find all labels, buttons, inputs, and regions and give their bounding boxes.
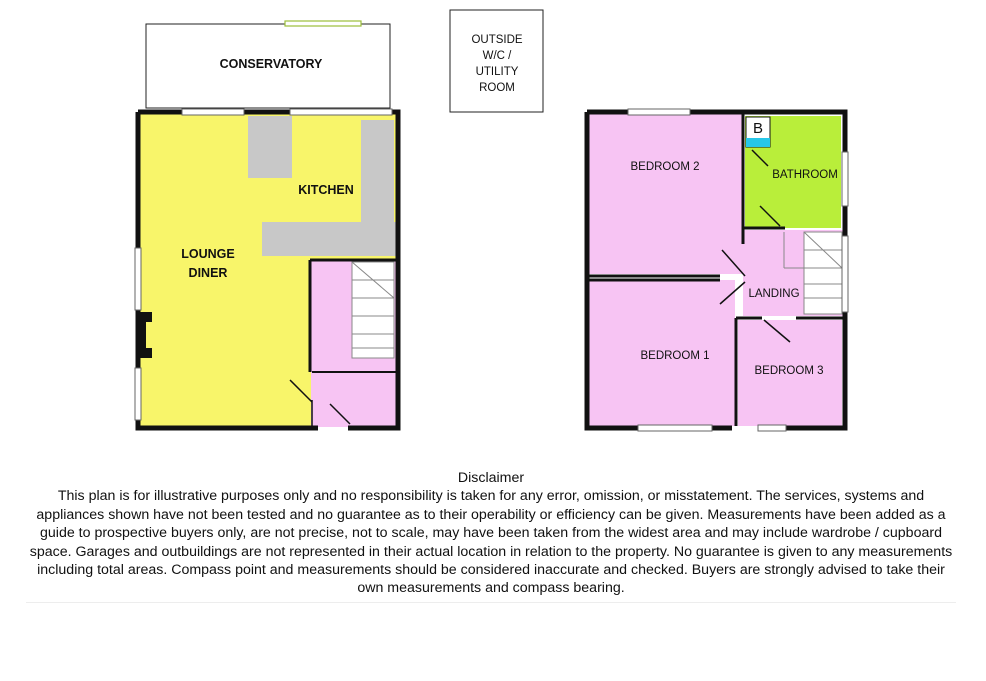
conservatory-label: CONSERVATORY (219, 57, 323, 71)
outside-utility-room (450, 10, 543, 112)
bedroom2-area (589, 114, 743, 274)
disclaimer-text: This plan is for illustrative purposes only and no responsibility is taken for any error, omission, or misstatement. The services, systems and appliances shown have not been tested and no guarantee as to their operability or efficiency can be given. Measurements have been added as a guide to prospective buyers only, are not precise, not to scale, may have been taken from the widest area and may include wardrobe / cupboard space. Garages and outbuildings are not represented in their actual location in relation to the property. No guarantee is given to any measurements including total areas. Compass point and measurements should be considered inaccurate and checked. Buyers are strongly advised to take their own measurements and compass bearing. (29, 488, 953, 597)
lounge-label-2: DINER (188, 266, 228, 280)
lounge-label-1: LOUNGE (181, 247, 235, 261)
divider (26, 602, 956, 603)
bathroom-label: BATHROOM (772, 169, 838, 181)
outside-room-label-2: W/C / (482, 50, 512, 62)
ground-floor (135, 10, 543, 428)
conservatory (146, 21, 390, 108)
landing-label: LANDING (748, 288, 800, 300)
outside-room-label-4: ROOM (479, 82, 515, 94)
first-floor (587, 109, 848, 431)
outside-room-label-3: UTILITY (475, 66, 519, 78)
disclaimer-block (26, 469, 956, 598)
disclaimer-title: Disclaimer (457, 470, 525, 486)
bedroom2-label: BEDROOM 2 (630, 161, 700, 173)
ground-staircase (352, 262, 394, 358)
boiler-cupboard (746, 117, 770, 147)
outside-room-label-1: OUTSIDE (471, 34, 523, 46)
bedroom1-label: BEDROOM 1 (640, 350, 710, 362)
bedroom3-label: BEDROOM 3 (754, 365, 824, 377)
kitchen-label: KITCHEN (298, 183, 354, 197)
boiler-label: B (752, 120, 764, 137)
